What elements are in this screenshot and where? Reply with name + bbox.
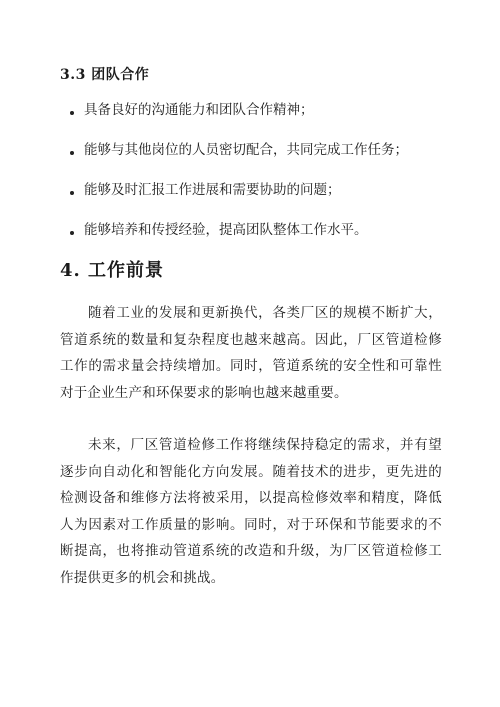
list-item bbox=[70, 180, 450, 220]
bullet-text: 能够及时汇报工作进展和需要协助的问题； bbox=[84, 182, 341, 198]
body-paragraph: 随着工业的发展和更新换代，各类厂区的规模不断扩大，管道系统的数量和复杂程度也越来越高。因此，厂区管道检修工作的需求量会持续增加。同时，管道系统的安全性和可靠性对于企业生产和环保要求的影响也越来越重要。 bbox=[60, 305, 442, 401]
section-heading-work-prospects: 4. 工作前景 bbox=[60, 260, 165, 281]
bullet-text: 能够培养和传授经验，提高团队整体工作水平。 bbox=[84, 222, 368, 238]
bullet-icon bbox=[70, 151, 74, 155]
body-paragraph: 未来，厂区管道检修工作将继续保持稳定的需求，并有望逐步向自动化和智能化方向发展。随着技术的进步，更先进的检测设备和维修方法将被采用，以提高检修效率和精度，降低人为因素对工作质量的影响。同时，对于环保和节能要求的不断提高，也将推动管道系统的改造和升级，为厂区管道检修工作提供更多的机会和挑战。 bbox=[60, 437, 442, 586]
subsection-heading-teamwork: 3.3 团队合作 bbox=[60, 67, 150, 83]
list-item bbox=[70, 140, 450, 180]
bullet-icon bbox=[70, 231, 74, 235]
bullet-text: 能够与其他岗位的人员密切配合，共同完成工作任务； bbox=[84, 142, 408, 158]
bullet-icon bbox=[70, 191, 74, 195]
list-item bbox=[70, 220, 450, 260]
list-item bbox=[70, 100, 450, 140]
bullet-icon bbox=[70, 111, 74, 115]
teamwork-bullet-list bbox=[70, 100, 450, 260]
bullet-text: 具备良好的沟通能力和团队合作精神； bbox=[84, 102, 314, 118]
